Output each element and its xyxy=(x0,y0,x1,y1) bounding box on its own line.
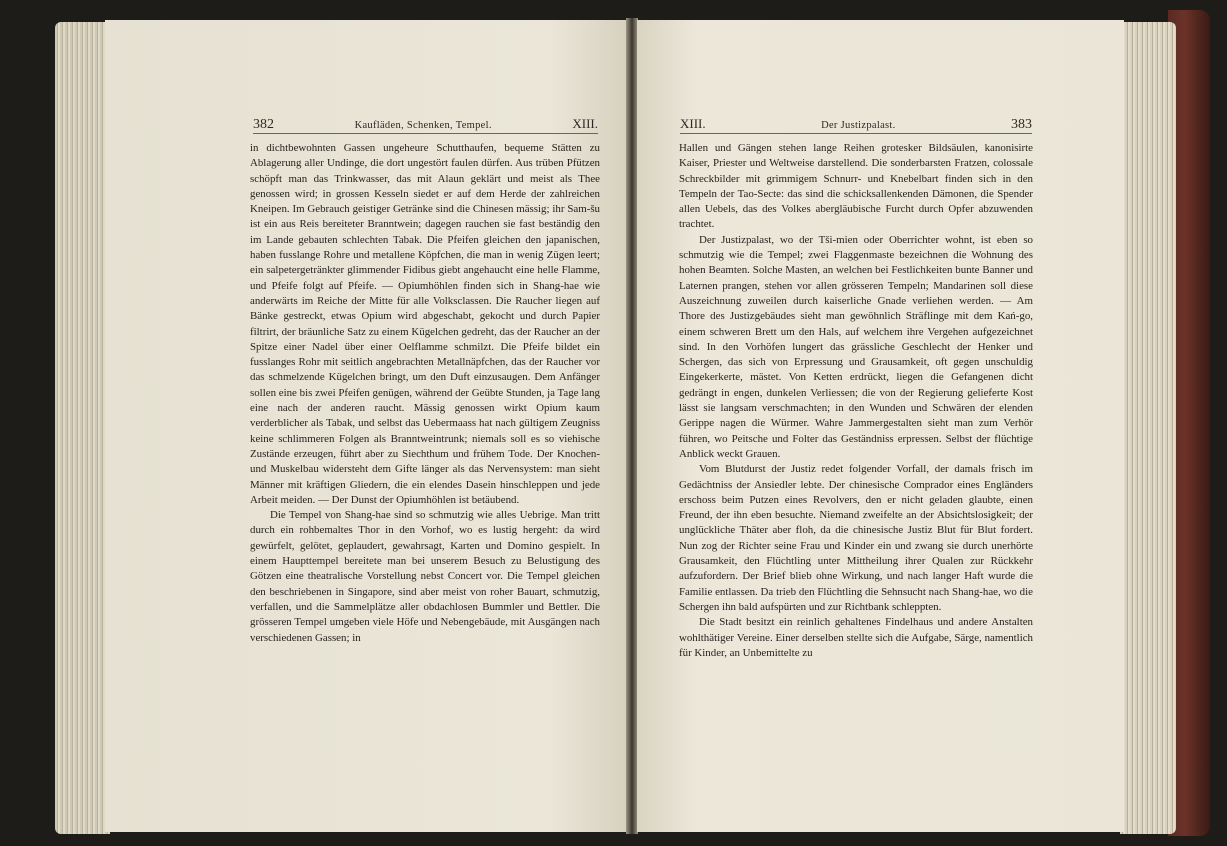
left-page-header xyxy=(253,116,598,133)
right-page-header xyxy=(680,116,1032,133)
right-page-number: 383 xyxy=(1010,117,1032,132)
left-page-edges xyxy=(55,22,110,834)
right-header-rule xyxy=(680,133,1032,134)
left-paragraph: in dichtbewohnten Gassen ungeheure Schutthaufen, bequeme Stätten zu Ablagerung aller Undinge, die dort ungestört faulen dürfen. Aus trüben Pfützen schöpft man das Trinkwasser, das mit Alaun geklärt und meist als Thee genossen wird; in grossen Kesseln siedet er auf dem Herde der zahlreichen Kneipen. Im Gebrauch geistiger Getränke sind die Chinesen mässig; ihr Sam-šu ist ein aus Reis bereiteter Branntwein; dagegen rauchen sie fast beständig den im Lande gebauten schlechten Tabak. Die Pfeifen gleichen den japanischen, haben fusslange Rohre und metallene Köpfchen, die man in wenig Zügen leert; ein salpetergetränkter glimmender Fidibus giebt angehaucht eine helle Flamme, und Pfeife folgt auf Pfeife. — Opiumhöhlen finden sich in Shang-hae wie anderwärts im Reiche der Mitte für alle Volksclassen. Die Raucher liegen auf Bänke gestreckt, etwas Opium wird abgeschabt, gekocht und durch Papier filtrirt, der bräunliche Satz zu einem Kügelchen gedreht, das der Raucher an der Spitze einer Nadel über einer Oelflamme schmilzt. Die Pfeife bildet ein fusslanges Rohr mit seitlich angebrachten Metallnäpfchen, das der Raucher vor das schmelzende Kügelchen bringt, um den Duft einzusaugen. Dem Anfänger sollen eine bis zwei Pfeifen genügen, während der Geübte Stunden, ja Tage lang eine nach der anderen raucht. Mässig genossen wirkt Opium kaum verderblicher als Tabak, und selbst das Uebermaass hat nach gültigem Zeugniss keine schlimmeren Folgen als Branntweintrunk; niemals soll es so viehische Zustände erzeugen, führt aber zu Siechthum und frühem Tode. Der Knochen- und Muskelbau widersteht dem Gifte länger als das Nervensystem: man sieht Männer mit kräftigen Gliedern, die ein elendes Dasein hinschleppen und jede Arbeit meiden. — Der Dunst der Opiumhöhlen ist betäubend. xyxy=(250,142,600,506)
right-body-text xyxy=(679,141,1033,661)
right-paragraph: Hallen und Gängen stehen lange Reihen grotesker Bildsäulen, kanonisirte Kaiser, Priester und Weltweise darstellend. Die sonderbarsten Fratzen, colossale Schreckbilder mit grimmigem Schnurr- und Knebelbart finden sich in den Tempeln der Tao-Secte: das sind die schicksallenkenden Dämonen, die Spender allen Uebels, das des Volkes abergläubische Furcht durch Opfer abzuwenden trachtet. xyxy=(679,142,1033,231)
right-paragraph: Die Stadt besitzt ein reinlich gehaltenes Findelhaus und andere Anstalten wohlthätiger Vereine. Einer derselben stellte sich die Aufgabe, Särge, namentlich für Kinder, an Unbemittelte zu xyxy=(679,616,1033,659)
left-page-number: 382 xyxy=(253,117,274,132)
right-paragraph: Der Justizpalast, wo der Tši-mien oder Oberrichter wohnt, ist eben so schmutzig wie die Tempel; zwei Flaggenmaste bezeichnen die Wohnung des hohen Beamten. Solche Masten, an welchen bei Festlichkeiten bunte Banner und Laternen prangen, stehen vor allen grösseren Tempeln; Mandarinen soll diese Auszeichnung zuweilen durch kaiserliche Gnade verliehen werden. — Am Thore des Justizgebäudes sieht man gewöhnlich Sträflinge mit dem Kań-go, einem schweren Brett um den Hals, auf welchem ihre Vergehen aufgezeichnet sind. In den Vorhöfen lungert das grässliche Geschlecht der Henker und Schergen, das sich von Erpressung und Grausamkeit, oft gegen unschuldig Eingekerkerte, mästet. Von Ketten erdrückt, liegen die Gefangenen dicht gedrängt in engen, dunkelen Verliessen; die von der Regierung gelieferte Kost lässt sie langsam verschmachten; in den Wunden und Schwären der elenden Gerippe nagen die Würmer. Wahre Jammergestalten sieht man zum Verhör führen, wo Peitsche und Folter das Geständniss erpressen. Selbst der flüchtige Anblick weckt Grauen. xyxy=(679,233,1033,460)
right-chapter-label: XIII. xyxy=(680,116,706,131)
right-running-title: Der Justizpalast. xyxy=(821,120,896,131)
right-paragraph: Vom Blutdurst der Justiz redet folgender Vorfall, der damals frisch im Gedächtniss der Ansiedler lebte. Der chinesische Comprador eines Engländers erschoss beim Putzen eines Revolvers, den er nicht geladen glaubte, einen Freund, der ihn eben besuchte. Niemand zweifelte an der Absichtslosigkeit; der unglückliche Thäter aber floh, da die chinesische Justiz Blut für Blut fordert. Nun zog der Richter seine Frau und Kinder ein und zwang sie durch unerhörte Grausamkeit, den Flüchtling unter Mittheilung ihrer Qualen zur Rückkehr aufzufordern. Der Brief blieb ohne Wirkung, und nach langer Haft wurde die Familie entlassen. Da trieb den Flüchtling die Sehnsucht nach Shang-hae, wo die Schergen ihn bald aufspürten und zur Richtbank schleppten. xyxy=(679,463,1033,613)
right-page xyxy=(637,20,1124,832)
left-header-rule xyxy=(253,133,598,134)
left-chapter-label: XIII. xyxy=(572,116,598,131)
left-body-text xyxy=(250,141,600,646)
left-paragraph: Die Tempel von Shang-hae sind so schmutzig wie alles Uebrige. Man tritt durch ein rohbemaltes Thor in den Vorhof, wo es lustig hergeht: da wird gewürfelt, gelötet, geplaudert, gewahrsagt, Karten und Domino gespielt. In einem Haupttempel bereitete man bei unserem Besuch zu Belustigung des Götzen eine theatralische Vorstellung nebst Concert vor. Die Tempel gleichen den beschriebenen in Singapore, sind aber meist von roher Bauart, schmutzig, verfallen, und die Sammelplätze aller obdachlosen Bummler und Bettler. Die grösseren Tempel umgeben viele Höfe und Nebengebäude, mit Ausgängen nach verschiedenen Gassen; in xyxy=(250,509,600,644)
right-page-edges xyxy=(1120,22,1176,834)
left-page xyxy=(105,20,628,832)
left-running-title: Kaufläden, Schenken, Tempel. xyxy=(354,120,492,131)
